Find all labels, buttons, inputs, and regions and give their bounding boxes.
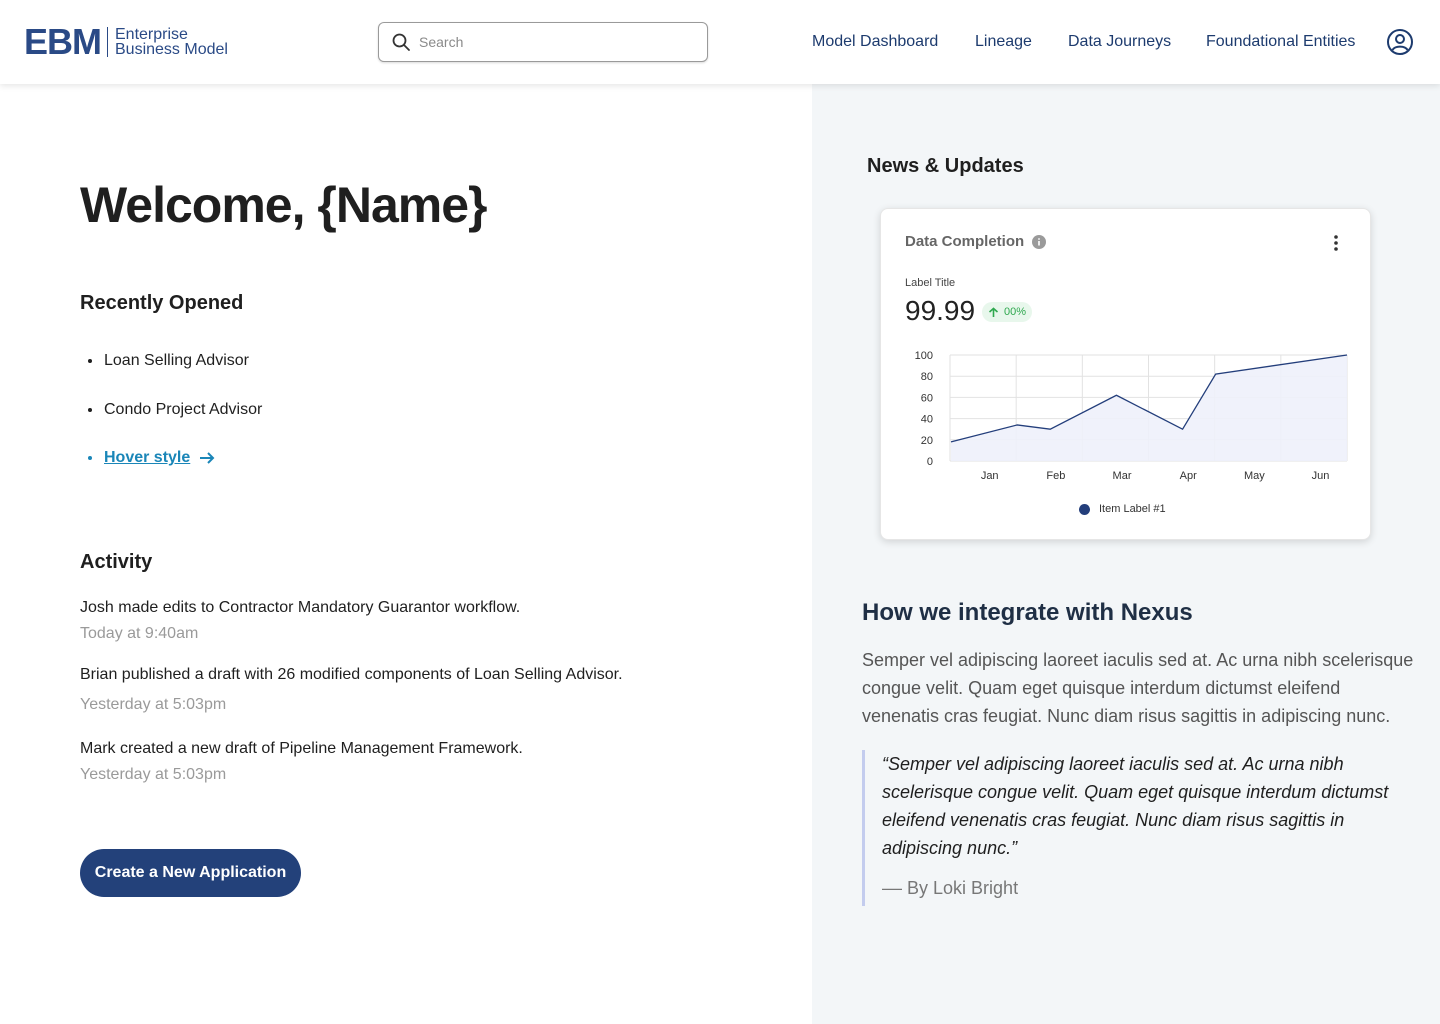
legend-label: Item Label #1 <box>1099 503 1166 515</box>
metric-value: 99.99 <box>905 295 976 326</box>
ebm-logo[interactable] <box>24 21 228 62</box>
nav-foundational-entities[interactable]: Foundational Entities <box>1206 33 1356 50</box>
logo-text <box>115 27 228 57</box>
news-heading: News & Updates <box>867 155 1024 177</box>
user-circle-icon[interactable] <box>1386 28 1414 56</box>
activity-item-text: Mark created a new draft of Pipeline Management Framework. <box>80 740 523 757</box>
quote-text: “Semper vel adipiscing laoreet iaculis sed at. Ac urna nibh scelerisque congue velit. Quam eget quisque interdum dictumst eleifend venenatis cras feugiat. Nunc diam risus sagittis in adipiscing nunc.” <box>882 754 1389 858</box>
logo-mark: EBM <box>24 21 101 62</box>
activity-item-time: Yesterday at 5:03pm <box>80 696 227 713</box>
chart-legend <box>1079 503 1166 515</box>
y-tick-label: 60 <box>920 392 933 405</box>
card-title-text: Data Completion <box>905 233 1025 250</box>
recently-opened-heading: Recently Opened <box>80 292 244 314</box>
bullet <box>88 408 92 412</box>
create-application-button[interactable]: Create a New Application <box>80 849 301 897</box>
y-tick-label: 80 <box>920 371 933 384</box>
more-options-icon[interactable] <box>1326 233 1346 253</box>
page-title: Welcome, {Name} <box>80 177 487 233</box>
quote-author: –– By Loki Bright <box>882 878 1019 898</box>
hover-style-link[interactable]: Hover style <box>104 449 191 466</box>
x-tick-label: Apr <box>1179 470 1197 482</box>
nexus-body-text: Semper vel adipiscing laoreet iaculis sed at. Ac urna nibh scelerisque congue velit. Quam eget quisque interdum dictumst eleifend venenatis cras feugiat. Nunc diam risus sagittis in adipiscing nunc. <box>862 650 1414 726</box>
search-input[interactable] <box>419 34 699 50</box>
y-tick-label: 20 <box>920 434 933 447</box>
recent-item[interactable] <box>88 350 249 372</box>
bullet <box>88 359 92 363</box>
recent-item-label: Condo Project Advisor <box>104 401 263 418</box>
x-tick-label: Jun <box>1311 470 1330 482</box>
x-tick-label: Jan <box>980 470 999 482</box>
metric-label: Label Title <box>905 277 956 289</box>
card-title <box>905 233 1046 250</box>
recent-item-link[interactable] <box>88 447 216 469</box>
logo-divider <box>107 27 108 57</box>
nav-lineage[interactable]: Lineage <box>975 33 1032 50</box>
nav-model-dashboard[interactable]: Model Dashboard <box>812 33 939 50</box>
legend-swatch <box>1079 504 1090 515</box>
data-completion-card <box>880 208 1371 540</box>
activity-item-text: Brian published a draft with 26 modified components of Loan Selling Advisor. <box>80 666 623 683</box>
blockquote <box>862 750 1422 906</box>
activity-item-text: Josh made edits to Contractor Mandatory Guarantor workflow. <box>80 599 521 616</box>
x-tick-label: Feb <box>1046 470 1066 482</box>
nexus-heading: How we integrate with Nexus <box>862 599 1193 626</box>
x-tick-label: May <box>1243 470 1265 482</box>
y-tick-label: 40 <box>920 413 933 426</box>
logo-line-1: Enterprise <box>115 26 188 43</box>
y-tick-label: 100 <box>914 350 933 362</box>
bullet <box>88 456 92 460</box>
delta-value: 00% <box>1004 306 1027 318</box>
nav-data-journeys[interactable]: Data Journeys <box>1068 33 1172 50</box>
delta-badge <box>982 302 1032 322</box>
info-icon[interactable] <box>1032 235 1046 249</box>
activity-item-time: Yesterday at 5:03pm <box>80 766 227 783</box>
arrow-right-icon <box>198 449 216 467</box>
search-icon <box>391 32 411 52</box>
search-box[interactable] <box>378 22 708 62</box>
y-tick-label: 0 <box>926 456 933 468</box>
recent-item-label: Loan Selling Advisor <box>104 352 249 369</box>
activity-heading: Activity <box>80 551 153 573</box>
activity-item-time: Today at 9:40am <box>80 625 199 642</box>
arrow-up-icon <box>988 307 999 318</box>
recent-item[interactable] <box>88 399 262 421</box>
top-header <box>0 0 1440 84</box>
logo-line-2: Business Model <box>115 41 228 58</box>
x-tick-label: Mar <box>1112 470 1132 482</box>
